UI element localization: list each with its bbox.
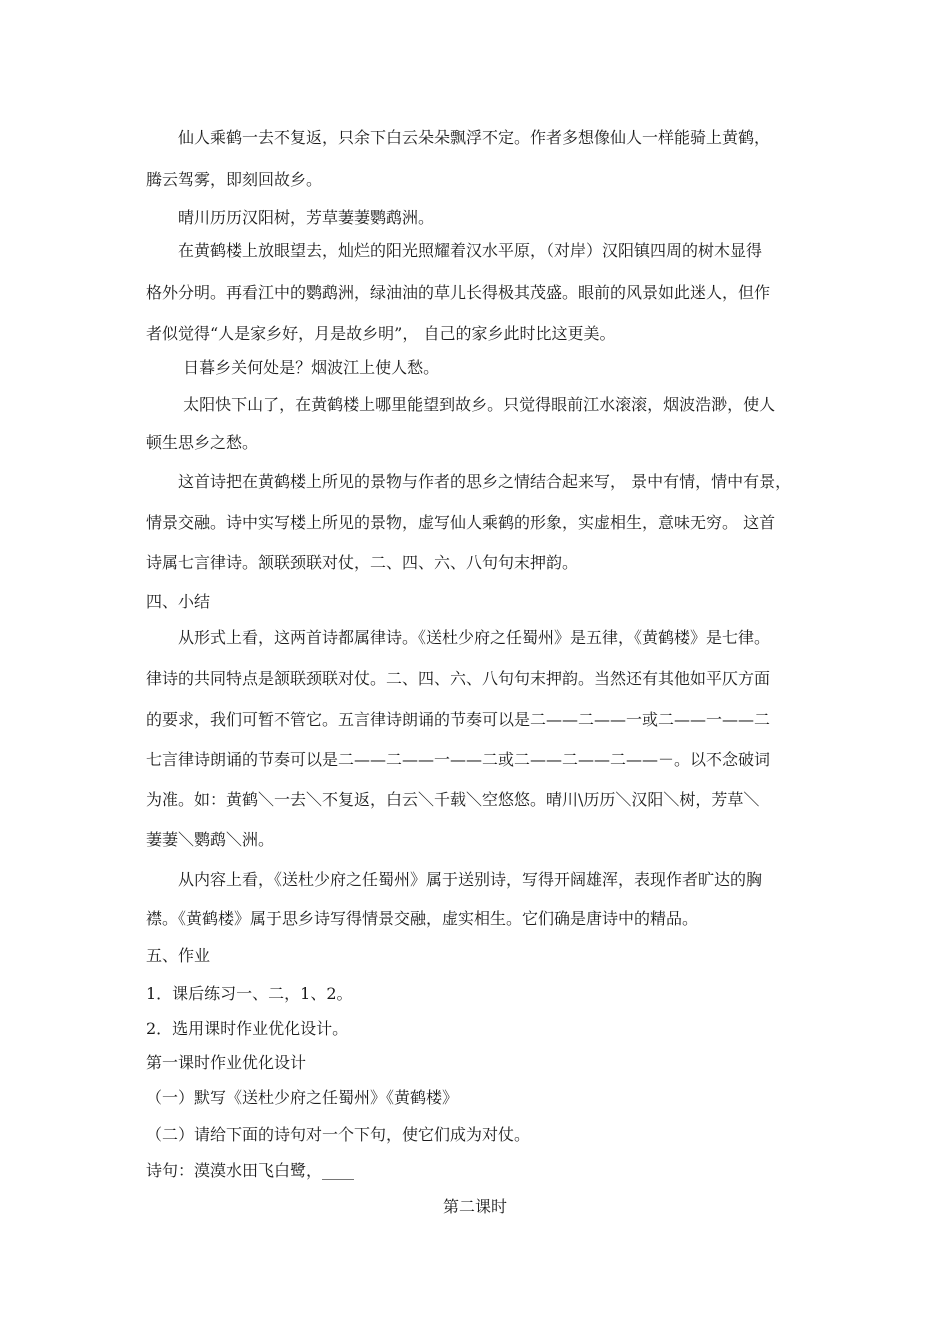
text-line: 从形式上看，这两首诗都属律诗。《送杜少府之任蜀州》是五律，《黄鹤楼》是七律。 — [146, 628, 771, 647]
text-line: 这首诗把在黄鹤楼上所见的景物与作者的思乡之情结合起来写， 景中有情，情中有景， — [146, 472, 792, 491]
text-line: 在黄鹤楼上放眼望去，灿烂的阳光照耀着汉水平原，（对岸）汉阳镇四周的树木显得 — [146, 241, 763, 260]
text-line: 日暮乡关何处是？烟波江上使人愁。 — [146, 358, 440, 377]
text-line: （二）请给下面的诗句对一个下句，使它们成为对仗。 — [146, 1125, 531, 1144]
text-line: 从内容上看，《送杜少府之任蜀州》属于送别诗，写得开阔雄浑，表现作者旷达的胸 — [146, 870, 763, 889]
text-line: 仙人乘鹤一去不复返，只余下白云朵朵飘浮不定。作者多想像仙人一样能骑上黄鹤， — [146, 128, 771, 147]
text-line: 律诗的共同特点是颔联颈联对仗。二、四、六、八句句末押韵。当然还有其他如平仄方面 — [146, 669, 771, 688]
text-line: 为准。如：黄鹤＼一去＼不复返，白云＼千载＼空悠悠。晴川\历历＼汉阳＼树，芳草＼ — [146, 790, 760, 809]
text-line: 格外分明。再看江中的鹦鹉洲，绿油油的草儿长得极其茂盛。眼前的风景如此迷人，但作 — [146, 283, 771, 302]
text-line: 晴川历历汉阳树，芳草萋萋鹦鹉洲。 — [146, 208, 435, 227]
text-line: 的要求，我们可暂不管它。五言律诗朗诵的节奏可以是二——二——一或二——一——二 — [146, 710, 771, 729]
text-line: 七言律诗朗诵的节奏可以是二——二——一——二或二——二——二——－。以不念破词 — [146, 750, 771, 769]
section-heading: 五、作业 — [146, 946, 211, 965]
list-item: 2．选用课时作业优化设计。 — [146, 1019, 349, 1038]
subheading: 第一课时作业优化设计 — [146, 1053, 307, 1072]
text-line: 情景交融。诗中实写楼上所见的景物，虚写仙人乘鹤的形象，实虚相生，意味无穷。 这首 — [146, 513, 776, 532]
text-line: 诗属七言律诗。颔联颈联对仗，二、四、六、八句句末押韵。 — [146, 553, 579, 572]
list-item: 1．课后练习一、二，1、2。 — [146, 984, 353, 1003]
lesson-title: 第二课时 — [442, 1197, 507, 1216]
text-line: 顿生思乡之愁。 — [146, 433, 259, 452]
text-line: 襟。《黄鹤楼》属于思乡诗写得情景交融，虚实相生。它们确是唐诗中的精品。 — [146, 909, 699, 928]
text-line: 太阳快下山了，在黄鹤楼上哪里能望到故乡。只觉得眼前江水滚滚，烟波浩渺，使人 — [146, 395, 776, 414]
text-line: 者似觉得“人是家乡好，月是故乡明”， 自己的家乡此时比这更美。 — [146, 324, 616, 343]
section-heading: 四、小结 — [146, 592, 211, 611]
text-line: 腾云驾雾，即刻回故乡。 — [146, 170, 323, 189]
text-line: （一）默写《送杜少府之任蜀州》《黄鹤楼》 — [146, 1088, 459, 1107]
text-line: 萋萋＼鹦鹉＼洲。 — [146, 830, 275, 849]
text-line: 诗句：漠漠水田飞白鹭，____ — [146, 1161, 355, 1180]
